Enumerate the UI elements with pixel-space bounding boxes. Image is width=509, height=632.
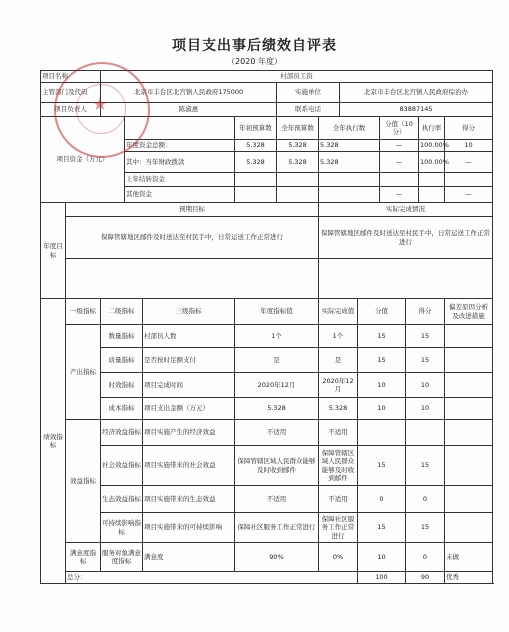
ind-score: 10 <box>358 398 406 420</box>
ind-score: 10 <box>358 373 406 398</box>
funds-row-name: 上年结转资金 <box>125 173 235 187</box>
funds-header-executed: 全年执行数 <box>319 117 380 140</box>
ind-target: 是 <box>235 348 319 373</box>
ind-actual: 5.328 <box>319 398 358 420</box>
evaluation-table <box>40 70 493 584</box>
funds-row-rate <box>419 173 445 187</box>
ind-l2: 生态效益指标 <box>101 486 143 513</box>
ind-target: 2020年12月 <box>235 373 319 398</box>
indicator-row <box>41 373 493 398</box>
ind-note <box>445 348 493 373</box>
ind-target: 不适用 <box>235 420 319 446</box>
unit-value: 北京市丰台区北宫镇人民政府综治办 <box>340 83 493 103</box>
funds-row-executed: 5.328 <box>319 152 380 173</box>
goals-expected-label: 预期目标 <box>66 203 319 217</box>
indicators-side-label: 绩效指标 <box>41 299 66 584</box>
ind-actual: 1个 <box>319 325 358 348</box>
total-score: 100 <box>358 572 406 584</box>
ind-l2: 经济效益指标 <box>101 420 143 446</box>
funds-row-name: 年度资金总额： <box>125 140 235 152</box>
ind-l3: 项目实施带来的生态效益 <box>143 486 235 513</box>
sat-target: 90% <box>235 543 319 572</box>
goals-actual-label: 实际完成情况 <box>319 203 493 217</box>
sat-actual: 0% <box>319 543 358 572</box>
funds-header-annual: 全年预算数 <box>277 117 319 140</box>
funds-header-weight: 分值（10分） <box>380 117 419 140</box>
sat-l1: 满意度指标 <box>66 543 101 572</box>
funds-row-weight: — <box>380 140 419 152</box>
ind-target: 保障管辖区域人民群众能够及时收到邮件 <box>235 446 319 486</box>
sat-note: 未做 <box>445 543 493 572</box>
ind-got: 0 <box>406 486 445 513</box>
ind-score: 15 <box>358 348 406 373</box>
ind-header-l1: 一级指标 <box>66 299 101 325</box>
total-row <box>41 572 493 584</box>
funds-row-weight: — <box>380 187 419 203</box>
funds-row-score: 10 <box>445 140 493 152</box>
total-grade: 优秀 <box>445 572 493 584</box>
ind-actual: 2020年12月 <box>319 373 358 398</box>
ind-got: 10 <box>406 398 445 420</box>
project-label: 项目名称 <box>41 71 101 83</box>
goals-expected-extra <box>66 259 319 299</box>
indicator-row <box>41 486 493 513</box>
person-value: 陈淑惠 <box>101 103 277 117</box>
funds-row-weight: — <box>380 152 419 173</box>
funds-row-initial <box>235 187 277 203</box>
dept-row <box>41 83 493 103</box>
ind-l3: 是否按时足额支付 <box>143 348 235 373</box>
output-label: 产出指标 <box>66 325 101 420</box>
satisfaction-row <box>41 543 493 572</box>
funds-row-initial: 5.328 <box>235 152 277 173</box>
funds-row-name: 其他资金 <box>125 187 235 203</box>
ind-note <box>445 325 493 348</box>
ind-note <box>445 398 493 420</box>
person-label: 项目负责人 <box>41 103 101 117</box>
dept-value: 北京市丰台区北宫镇人民政府175000 <box>101 83 277 103</box>
funds-label: 项目资金（万元） <box>41 117 125 203</box>
ind-actual: 是 <box>319 348 358 373</box>
funds-row-score: — <box>445 152 493 173</box>
seal-star-icon: ★ <box>91 94 109 115</box>
ind-l3: 项目实施带来的社会效益 <box>143 446 235 486</box>
ind-got: 15 <box>406 348 445 373</box>
sat-l3: 满意度 <box>143 543 235 572</box>
ind-got: 10 <box>406 373 445 398</box>
funds-row-rate: 100.00% <box>419 152 445 173</box>
phone-label: 联系电话 <box>277 103 340 117</box>
year-label: （2020 年度） <box>227 57 282 66</box>
ind-note <box>445 373 493 398</box>
goals-expected: 保障管辖地区邮件及时送达至村民手中，日常运送工作正常进行 <box>66 217 319 259</box>
ind-l3: 项目完成时间 <box>143 373 235 398</box>
sat-got: 0 <box>406 543 445 572</box>
page-title: 项目支出事后绩效自评表 <box>172 38 337 54</box>
indicator-row <box>41 348 493 373</box>
funds-header-blank <box>125 117 235 140</box>
ind-actual: 保障管辖区域人民群众能够及时收到邮件 <box>319 446 358 486</box>
ind-target: 5.328 <box>235 398 319 420</box>
dept-label: 主管部门及代码 <box>41 83 101 103</box>
funds-row-weight <box>380 173 419 187</box>
goals-label: 年度目标 <box>41 203 66 299</box>
phone-value: 83887145 <box>340 103 493 117</box>
person-row <box>41 103 493 117</box>
ind-note <box>445 486 493 513</box>
goals-spacer-row <box>41 259 493 299</box>
effect-label: 效益指标 <box>66 420 101 543</box>
goals-row <box>41 217 493 259</box>
ind-header-note: 偏差原因分析及改进措施 <box>445 299 493 325</box>
ind-header-l3: 三级指标 <box>143 299 235 325</box>
ind-target: 不适用 <box>235 486 319 513</box>
ind-header-actual: 实际完成值 <box>319 299 358 325</box>
ind-score: 15 <box>358 513 406 543</box>
goals-header-row <box>41 203 493 217</box>
funds-header-row <box>41 117 493 140</box>
ind-got <box>406 420 445 446</box>
funds-header-initial: 年初预算数 <box>235 117 277 140</box>
sat-score: 10 <box>358 543 406 572</box>
unit-label: 实施单位 <box>277 83 340 103</box>
goals-actual: 保障管辖地区邮件及时送达至村民手中，日常运送工作正常进行 <box>319 217 493 259</box>
ind-header-target: 年度指标值 <box>235 299 319 325</box>
ind-actual: 不适用 <box>319 486 358 513</box>
ind-l2: 数量指标 <box>101 325 143 348</box>
ind-header-score: 分值 <box>358 299 406 325</box>
ind-note <box>445 420 493 446</box>
funds-row-annual: 5.328 <box>277 152 319 173</box>
project-row <box>41 71 493 83</box>
funds-row-executed: 5.328 <box>319 140 380 152</box>
funds-row-rate <box>419 187 445 203</box>
ind-score: 0 <box>358 486 406 513</box>
funds-header-score: 得分 <box>445 117 493 140</box>
funds-row-annual <box>277 173 319 187</box>
funds-row-executed <box>319 187 380 203</box>
funds-row-name: 其中：当年财政拨款 <box>125 152 235 173</box>
ind-l3: 项目实施产生的经济效益 <box>143 420 235 446</box>
ind-header-l2: 二级指标 <box>101 299 143 325</box>
ind-l2: 成本指标 <box>101 398 143 420</box>
funds-row-initial: 5.328 <box>235 140 277 152</box>
ind-l3: 项目实施带来的可持续影响 <box>143 513 235 543</box>
funds-header-rate: 执行率 <box>419 117 445 140</box>
ind-note <box>445 513 493 543</box>
indicator-row <box>41 513 493 543</box>
ind-l2: 时效指标 <box>101 373 143 398</box>
ind-l2: 社会效益指标 <box>101 446 143 486</box>
ind-l2: 质量指标 <box>101 348 143 373</box>
ind-actual: 不适用 <box>319 420 358 446</box>
ind-target: 保障社区服务工作正常进行 <box>235 513 319 543</box>
ind-note <box>445 446 493 486</box>
ind-score: 15 <box>358 325 406 348</box>
ind-header-got: 得分 <box>406 299 445 325</box>
ind-l3: 村部员人数 <box>143 325 235 348</box>
indicator-row <box>41 325 493 348</box>
total-label: 总分： <box>66 572 358 584</box>
funds-row-annual <box>277 187 319 203</box>
indicator-row <box>41 446 493 486</box>
total-got: 90 <box>406 572 445 584</box>
funds-row-annual: 5.328 <box>277 140 319 152</box>
funds-row-score: — <box>445 187 493 203</box>
ind-score <box>358 420 406 446</box>
funds-row-initial <box>235 173 277 187</box>
ind-l3: 项目支出金额（万元） <box>143 398 235 420</box>
funds-row-executed <box>319 173 380 187</box>
goals-actual-extra <box>319 259 493 299</box>
ind-got: 15 <box>406 325 445 348</box>
ind-actual: 保障社区服务工作正常进行 <box>319 513 358 543</box>
indicators-header-row <box>41 299 493 325</box>
ind-got: 15 <box>406 446 445 486</box>
funds-row-rate: 100.00% <box>419 140 445 152</box>
ind-l2: 可持续影响指标 <box>101 513 143 543</box>
sat-l2: 服务对象满意度指标 <box>101 543 143 572</box>
funds-row-score <box>445 173 493 187</box>
ind-got: 15 <box>406 513 445 543</box>
indicator-row <box>41 398 493 420</box>
project-value: 村部员工资 <box>101 71 493 83</box>
ind-target: 1个 <box>235 325 319 348</box>
indicator-row <box>41 420 493 446</box>
ind-score: 15 <box>358 446 406 486</box>
